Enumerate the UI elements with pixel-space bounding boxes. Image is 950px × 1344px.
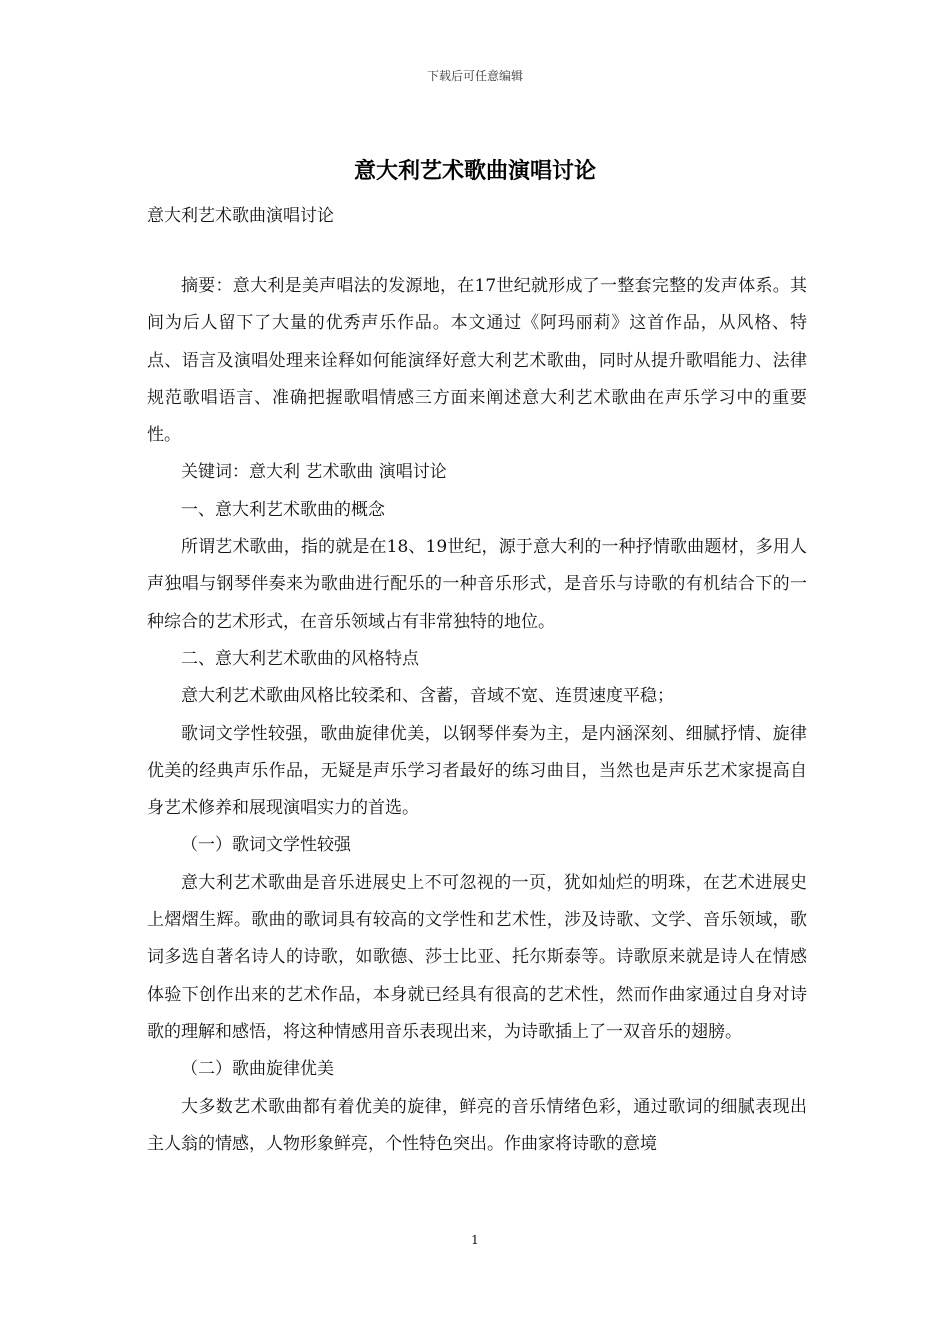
abstract-paragraph: 摘要：意大利是美声唱法的发源地，在17世纪就形成了一整套完整的发声体系。其间为后人留下了大量的优秀声乐作品。本文通过《阿玛丽莉》这首作品，从风格、特点、语言及演唱处理来诠释如何能演绎好意大利艺术歌曲，同时从提升歌唱能力、法律规范歌唱语言、准确把握歌唱情感三方面来阐述意大利艺术歌曲在声乐学习中的重要性。 xyxy=(147,276,807,446)
header-note: 下载后可任意编辑 xyxy=(426,69,523,83)
section-heading-2: 二、意大利艺术歌曲的风格特点 xyxy=(181,648,419,669)
document-body xyxy=(147,268,807,1163)
subsection-heading-1: （一）歌词文学性较强 xyxy=(181,835,351,856)
body-paragraph: 所谓艺术歌曲，指的就是在18、19世纪，源于意大利的一种抒情歌曲题材，多用人声独唱与钢琴伴奏来为歌曲进行配乐的一种音乐形式，是音乐与诗歌的有机结合下的一种综合的艺术形式，在音乐领域占有非常独特的地位。 xyxy=(147,537,807,632)
document-title: 意大利艺术歌曲演唱讨论 xyxy=(353,158,596,184)
section-heading-1: 一、意大利艺术歌曲的概念 xyxy=(181,499,385,520)
body-paragraph: 意大利艺术歌曲是音乐进展史上不可忽视的一页，犹如灿烂的明珠，在艺术进展史上熠熠生辉。歌曲的歌词具有较高的文学性和艺术性，涉及诗歌、文学、音乐领域，歌词多选自著名诗人的诗歌，如歌德、莎士比亚、托尔斯泰等。诗歌原来就是诗人在情感体验下创作出来的艺术作品，本身就已经具有很高的艺术性，然而作曲家通过自身对诗歌的理解和感悟，将这种情感用音乐表现出来，为诗歌插上了一双音乐的翅膀。 xyxy=(147,872,807,1042)
keywords-paragraph: 关键词：意大利 艺术歌曲 演唱讨论 xyxy=(181,462,447,483)
body-paragraph: 意大利艺术歌曲风格比较柔和、含蓄，音域不宽、连贯速度平稳； xyxy=(181,686,674,707)
subsection-heading-2: （二）歌曲旋律优美 xyxy=(181,1059,334,1080)
body-paragraph: 歌词文学性较强，歌曲旋律优美，以钢琴伴奏为主，是内涵深刻、细腻抒情、旋律优美的经典声乐作品，无疑是声乐学习者最好的练习曲目，当然也是声乐艺术家提高自身艺术修养和展现演唱实力的首选。 xyxy=(147,723,807,819)
document-subtitle: 意大利艺术歌曲演唱讨论 xyxy=(147,206,334,226)
body-paragraph: 大多数艺术歌曲都有着优美的旋律，鲜亮的音乐情绪色彩，通过歌词的细腻表现出主人翁的情感，人物形象鲜亮，个性特色突出。作曲家将诗歌的意境 xyxy=(147,1096,807,1154)
page-number: 1 xyxy=(471,1233,479,1247)
